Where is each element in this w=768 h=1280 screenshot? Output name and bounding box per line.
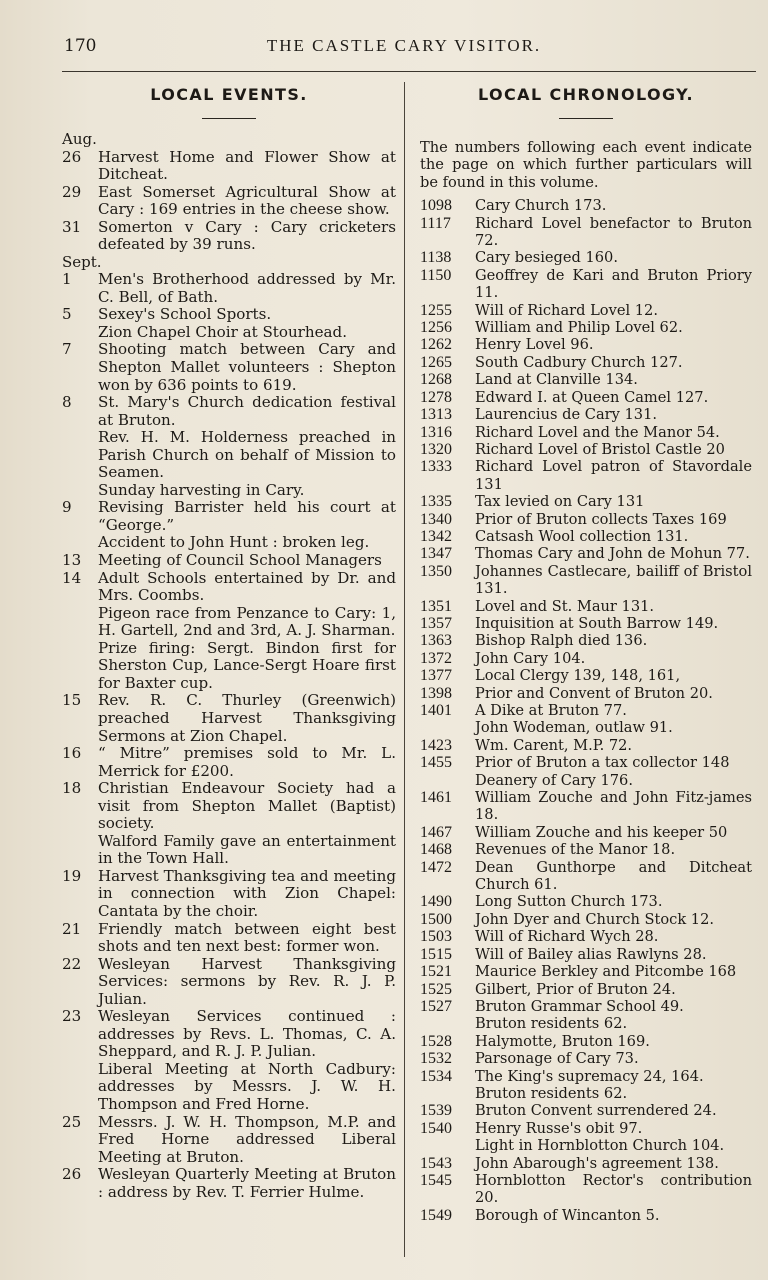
- chronology-text: [475, 1120, 752, 1155]
- chronology-entry: [420, 249, 752, 266]
- chronology-line: Henry Lovel 96.: [475, 336, 594, 354]
- chronology-year: 1098: [420, 197, 452, 215]
- chronology-entry: [420, 267, 752, 302]
- event-line: Meeting of Council School Managers: [98, 551, 382, 570]
- event-text: [98, 745, 396, 780]
- chronology-year: 1363: [420, 632, 452, 650]
- chronology-line: Inquisition at South Barrow 149.: [475, 614, 719, 632]
- event-line: St. Mary's Church dedication festival at Bruton.: [98, 393, 396, 429]
- chronology-year: 1313: [420, 406, 452, 424]
- events-list: [62, 131, 396, 1201]
- event-line: Sexey's School Sports.: [98, 305, 272, 324]
- chronology-line: Dean Gunthorpe and Ditcheat Church 61.: [475, 858, 752, 894]
- chronology-line: John Cary 104.: [475, 649, 586, 667]
- column-divider: [404, 82, 405, 1257]
- event-day: 25: [62, 1112, 82, 1131]
- chronology-entry: [420, 302, 752, 319]
- chronology-text: [475, 545, 752, 562]
- chronology-line: Halymotte, Bruton 169.: [475, 1032, 650, 1050]
- chronology-line: Borough of Wincanton 5.: [475, 1206, 660, 1224]
- chronology-year: 1401: [420, 702, 452, 719]
- chronology-entry: [420, 389, 752, 406]
- chronology-entry: [420, 1033, 752, 1050]
- chronology-entry: [420, 737, 752, 754]
- chronology-year: 1333: [420, 458, 452, 476]
- chronology-year: 1467: [420, 823, 452, 841]
- chronology-year: 1357: [420, 614, 452, 632]
- chronology-year: 1340: [420, 510, 452, 528]
- event-entry: [62, 1166, 396, 1201]
- chronology-line: Lovel and St. Maur 131.: [475, 597, 655, 615]
- chronology-text: [475, 1050, 752, 1067]
- chronology-line: Thomas Cary and John de Mohun 77.: [475, 545, 750, 563]
- chronology-line: Bruton residents 62.: [475, 1084, 628, 1102]
- chronology-text: [475, 458, 752, 493]
- chronology-line: Richard Lovel patron of Stavordale 131: [475, 458, 752, 493]
- chronology-text: [475, 441, 752, 458]
- chronology-text: [475, 267, 752, 302]
- chronology-year: 1461: [420, 789, 452, 807]
- chronology-line: Johannes Castlecare, bailiff of Bristol 131.: [475, 562, 752, 598]
- chronology-text: [475, 824, 752, 841]
- chronology-entry: [420, 215, 752, 250]
- chronology-line: Long Sutton Church 173.: [475, 893, 663, 911]
- chronology-text: [475, 371, 752, 388]
- event-entry: [62, 692, 396, 745]
- event-line: “ Mitre” premises sold to Mr. L. Merrick for £200.: [98, 744, 396, 780]
- chronology-line: Henry Russe's obit 97.: [475, 1119, 643, 1137]
- page-number: 170: [64, 36, 97, 56]
- event-text: [98, 868, 396, 921]
- event-entry: [62, 184, 396, 219]
- chronology-line: Deanery of Cary 176.: [475, 771, 633, 789]
- event-line: Harvest Home and Flower Show at Ditcheat.: [98, 147, 396, 184]
- chronology-text: [475, 1172, 752, 1207]
- chronology-text: [475, 702, 752, 737]
- chronology-text: [475, 981, 752, 998]
- chronology-line: Gilbert, Prior of Bruton 24.: [475, 980, 676, 998]
- chronology-entry: [420, 424, 752, 441]
- chronology-entry: [420, 528, 752, 545]
- event-line: Adult Schools entertained by Dr. and Mrs. Coombs.: [98, 568, 396, 605]
- chronology-entry: [420, 754, 752, 789]
- chronology-entry: [420, 545, 752, 562]
- chronology-text: [475, 215, 752, 250]
- chronology-text: [475, 650, 752, 667]
- chronology-text: [475, 911, 752, 928]
- chronology-year: 1320: [420, 440, 452, 458]
- chronology-text: [475, 598, 752, 615]
- chronology-line: Bruton Grammar School 49.: [475, 997, 684, 1015]
- chronology-entry: [420, 511, 752, 528]
- chronology-text: [475, 685, 752, 702]
- chronology-year: 1521: [420, 963, 452, 981]
- event-line: Shooting match between Cary and Shepton Mallet volunteers : Shepton won by 636 points to 619.: [98, 340, 396, 394]
- chronology-text: [475, 528, 752, 545]
- chronology-entry: [420, 406, 752, 423]
- chronology-line: Will of Bailey alias Rawlyns 28.: [475, 945, 707, 963]
- chronology-year: 1527: [420, 997, 452, 1015]
- month-label: Aug.: [62, 130, 97, 148]
- chronology-year: 1472: [420, 858, 452, 876]
- event-text: [98, 956, 396, 1009]
- chronology-entry: [420, 493, 752, 510]
- event-entry: [62, 1114, 396, 1167]
- event-day: 22: [62, 954, 82, 973]
- chronology-line: Edward I. at Queen Camel 127.: [475, 388, 709, 406]
- chronology-year: 1268: [420, 371, 452, 389]
- chronology-year: 1372: [420, 649, 452, 667]
- chronology-line: A Dike at Bruton 77.: [475, 702, 627, 719]
- chronology-line: William and Philip Lovel 62.: [475, 319, 683, 337]
- event-day: 16: [62, 744, 82, 763]
- event-day: 23: [62, 1007, 82, 1026]
- event-text: [98, 1114, 396, 1167]
- header-rule: [62, 71, 756, 72]
- event-entry: [62, 341, 396, 394]
- chronology-line: John Wodeman, outlaw 91.: [475, 719, 673, 737]
- chronology-line: Prior and Convent of Bruton 20.: [475, 684, 713, 702]
- heading-underline: [202, 118, 256, 119]
- chronology-entry: [420, 963, 752, 980]
- chronology-line: Hornblotton Rector's contribution 20.: [475, 1171, 752, 1207]
- event-day: 9: [62, 498, 72, 517]
- event-text: [98, 271, 396, 306]
- chronology-text: [475, 563, 752, 598]
- chronology-text: [475, 406, 752, 423]
- event-day: 31: [62, 217, 82, 236]
- chronology-year: 1468: [420, 841, 452, 859]
- chronology-year: 1515: [420, 945, 452, 963]
- chronology-line: John Dyer and Church Stock 12.: [475, 910, 715, 928]
- event-entry: [62, 219, 396, 254]
- chronology-line: Bruton Convent surrendered 24.: [475, 1102, 717, 1120]
- chronology-text: [475, 1068, 752, 1103]
- chronology-year: 1455: [420, 754, 452, 772]
- event-line: Messrs. J. W. H. Thompson, M.P. and Fred Horne addressed Liberal Meeting at Bruton.: [98, 1112, 396, 1166]
- event-line: Accident to John Hunt : broken leg.: [98, 533, 370, 552]
- chronology-entry: [420, 354, 752, 371]
- chronology-entry: [420, 685, 752, 702]
- chronology-year: 1377: [420, 667, 452, 685]
- event-entry: [62, 745, 396, 780]
- chronology-text: [475, 893, 752, 910]
- event-line: Rev. R. C. Thurley (Greenwich) preached Harvest Thanksgiving Sermons at Zion Chapel.: [98, 691, 396, 745]
- chronology-entry: [420, 859, 752, 894]
- event-text: [98, 499, 396, 552]
- event-text: [98, 552, 396, 570]
- chronology-entry: [420, 893, 752, 910]
- chronology-text: [475, 841, 752, 858]
- chronology-entry: [420, 841, 752, 858]
- chronology-text: [475, 754, 752, 789]
- event-day: 1: [62, 270, 72, 289]
- chronology-entry: [420, 458, 752, 493]
- chronology-year: 1545: [420, 1171, 452, 1189]
- event-line: Wesleyan Harvest Thanksgiving Services: sermons by Rev. R. J. P. Julian.: [98, 954, 396, 1008]
- chronology-entry: [420, 197, 752, 214]
- chronology-line: Bishop Ralph died 136.: [475, 632, 648, 650]
- event-entry: [62, 271, 396, 306]
- chronology-line: Wm. Carent, M.P. 72.: [475, 736, 633, 754]
- chronology-line: The King's supremacy 24, 164.: [475, 1067, 704, 1085]
- event-day: 21: [62, 919, 82, 938]
- chronology-year: 1150: [420, 266, 452, 284]
- chronology-text: [475, 1207, 752, 1224]
- chronology-year: 1528: [420, 1032, 452, 1050]
- chronology-entry: [420, 598, 752, 615]
- chronology-line: Richard Lovel of Bristol Castle 20: [475, 440, 725, 458]
- event-day: 13: [62, 551, 82, 570]
- chronology-year: 1423: [420, 736, 452, 754]
- chronology-text: [475, 859, 752, 894]
- chronology-line: Richard Lovel benefactor to Bruton 72.: [475, 214, 752, 250]
- chronology-line: Bruton residents 62.: [475, 1015, 628, 1033]
- event-line: Somerton v Cary : Cary cricketers defeated by 39 runs.: [98, 217, 396, 254]
- chronology-entry: [420, 1102, 752, 1119]
- chronology-entry: [420, 319, 752, 336]
- chronology-line: John Abarough's agreement 138.: [475, 1154, 719, 1172]
- chronology-text: [475, 789, 752, 824]
- chronology-text: [475, 737, 752, 754]
- chronology-text: [475, 928, 752, 945]
- chronology-text: [475, 197, 752, 214]
- event-entry: [62, 499, 396, 552]
- event-day: 26: [62, 147, 82, 166]
- event-text: [98, 1008, 396, 1113]
- event-text: [98, 780, 396, 868]
- event-entry: [62, 868, 396, 921]
- local-chronology-column: [420, 84, 752, 1224]
- chronology-line: Will of Richard Wych 28.: [475, 928, 659, 946]
- event-line: Zion Chapel Choir at Stourhead.: [98, 322, 348, 341]
- event-text: [98, 570, 396, 693]
- chronology-year: 1350: [420, 562, 452, 580]
- chronology-year: 1255: [420, 301, 452, 319]
- chronology-year: 1503: [420, 928, 452, 946]
- event-day: 19: [62, 866, 82, 885]
- chronology-year: 1351: [420, 597, 452, 615]
- chronology-entry: [420, 650, 752, 667]
- event-line: Harvest Thanksgiving tea and meeting in connection with Zion Chapel: Cantata by the choir.: [98, 866, 396, 920]
- chronology-line: Revenues of the Manor 18.: [475, 841, 676, 859]
- chronology-text: [475, 667, 752, 684]
- chronology-entry: [420, 1155, 752, 1172]
- event-day: 15: [62, 691, 82, 710]
- chronology-year: 1278: [420, 388, 452, 406]
- chronology-year: 1539: [420, 1102, 452, 1120]
- event-text: [98, 341, 396, 394]
- chronology-entry: [420, 615, 752, 632]
- running-head: THE CASTLE CARY VISITOR.: [266, 36, 542, 55]
- chronology-year: 1265: [420, 353, 452, 371]
- chronology-year: 1543: [420, 1154, 452, 1172]
- chronology-line: Will of Richard Lovel 12.: [475, 301, 658, 319]
- event-text: [98, 394, 396, 499]
- chronology-text: [475, 302, 752, 319]
- chronology-year: 1398: [420, 684, 452, 702]
- chronology-text: [475, 249, 752, 266]
- chronology-entry: [420, 998, 752, 1033]
- event-text: [98, 184, 396, 219]
- chronology-text: [475, 424, 752, 441]
- chronology-entry: [420, 667, 752, 684]
- chronology-year: 1532: [420, 1050, 452, 1068]
- chronology-line: Prior of Bruton a tax collector 148: [475, 754, 730, 772]
- local-events-column: [62, 84, 396, 1201]
- chronology-year: 1262: [420, 336, 452, 354]
- event-line: Liberal Meeting at North Cadbury: addresses by Messrs. J. W. H. Thompson and Fred Horne.: [98, 1059, 396, 1113]
- chronology-entry: [420, 1172, 752, 1207]
- chronology-year: 1347: [420, 545, 452, 563]
- event-line: Walford Family gave an entertainment in the Town Hall.: [98, 831, 396, 868]
- event-text: [98, 306, 396, 341]
- local-events-heading: LOCAL EVENTS.: [150, 85, 308, 104]
- event-line: Prize firing: Sergt. Bindon first for Sherston Cup, Lance-Sergt Hoare first for Baxter cup.: [98, 638, 396, 692]
- event-line: Revising Barrister held his court at “George.”: [98, 498, 396, 534]
- chronology-line: Tax levied on Cary 131: [475, 493, 645, 511]
- month-label: Sept.: [62, 252, 102, 271]
- chronology-line: South Cadbury Church 127.: [475, 353, 683, 371]
- event-day: 5: [62, 305, 72, 324]
- event-entry: [62, 394, 396, 499]
- chronology-list: [420, 197, 752, 1224]
- chronology-year: 1256: [420, 319, 452, 337]
- event-text: [98, 149, 396, 184]
- chronology-text: [475, 1102, 752, 1119]
- event-entry: [62, 149, 396, 184]
- chronology-text: [475, 389, 752, 406]
- chronology-text: [475, 354, 752, 371]
- chronology-line: Land at Clanville 134.: [475, 371, 638, 389]
- chronology-intro: The numbers following each event indicate the page on which further particulars will be found in this volume.: [420, 139, 752, 191]
- event-line: Rev. H. M. Holderness preached in Parish Church on behalf of Mission to Seamen.: [98, 428, 396, 482]
- event-line: Wesleyan Quarterly Meeting at Bruton : address by Rev. T. Ferrier Hulme.: [98, 1165, 396, 1201]
- chronology-year: 1342: [420, 527, 452, 545]
- chronology-text: [475, 963, 752, 980]
- chronology-entry: [420, 911, 752, 928]
- chronology-text: [475, 998, 752, 1033]
- event-entry: [62, 570, 396, 693]
- chronology-line: Cary Church 173.: [475, 197, 607, 215]
- chronology-entry: [420, 632, 752, 649]
- event-text: [98, 692, 396, 745]
- event-line: East Somerset Agricultural Show at Cary : 169 entries in the cheese show.: [98, 182, 396, 219]
- event-line: Sunday harvesting in Cary.: [98, 480, 305, 499]
- event-entry: [62, 956, 396, 1009]
- chronology-entry: [420, 981, 752, 998]
- chronology-entry: [420, 928, 752, 945]
- event-line: Friendly match between eight best shots and ten next best: former won.: [98, 919, 396, 956]
- chronology-year: 1335: [420, 493, 452, 511]
- chronology-line: Laurencius de Cary 131.: [475, 406, 658, 424]
- chronology-entry: [420, 1120, 752, 1155]
- event-line: Men's Brotherhood addressed by Mr. C. Bell, of Bath.: [98, 270, 396, 306]
- event-entry: [62, 552, 396, 570]
- chronology-text: [475, 1155, 752, 1172]
- chronology-line: Light in Hornblotton Church 104.: [475, 1137, 725, 1155]
- chronology-entry: [420, 1207, 752, 1224]
- local-chronology-heading: LOCAL CHRONOLOGY.: [478, 85, 694, 104]
- chronology-entry: [420, 1068, 752, 1103]
- heading-underline: [559, 118, 613, 119]
- chronology-line: Prior of Bruton collects Taxes 169: [475, 510, 727, 528]
- chronology-entry: [420, 441, 752, 458]
- chronology-year: 1549: [420, 1206, 452, 1224]
- chronology-line: Maurice Berkley and Pitcombe 168: [475, 963, 737, 981]
- chronology-entry: [420, 336, 752, 353]
- chronology-entry: [420, 371, 752, 388]
- chronology-year: 1525: [420, 980, 452, 998]
- chronology-line: William Zouche and his keeper 50: [475, 823, 728, 841]
- event-line: Christian Endeavour Society had a visit from Shepton Mallet (Baptist) society.: [98, 779, 396, 833]
- event-entry: [62, 306, 396, 341]
- chronology-line: Local Clergy 139, 148, 161,: [475, 667, 681, 685]
- chronology-year: 1117: [420, 214, 451, 232]
- chronology-year: 1490: [420, 893, 452, 911]
- chronology-line: Cary besieged 160.: [475, 249, 618, 267]
- chronology-entry: [420, 946, 752, 963]
- chronology-text: [475, 946, 752, 963]
- chronology-entry: [420, 1050, 752, 1067]
- chronology-entry: [420, 789, 752, 824]
- event-day: 14: [62, 568, 82, 587]
- chronology-line: Geoffrey de Kari and Bruton Priory 11.: [475, 266, 752, 302]
- chronology-line: William Zouche and John Fitz-james 18.: [475, 789, 752, 824]
- chronology-entry: [420, 824, 752, 841]
- event-text: [98, 219, 396, 254]
- chronology-year: 1534: [420, 1067, 452, 1085]
- event-entry: [62, 921, 396, 956]
- chronology-year: 1540: [420, 1119, 452, 1137]
- chronology-text: [475, 319, 752, 336]
- event-text: [98, 1166, 396, 1201]
- event-day: 29: [62, 182, 82, 201]
- event-entry: [62, 1008, 396, 1113]
- chronology-year: 1500: [420, 910, 452, 928]
- chronology-text: [475, 1033, 752, 1050]
- event-entry: [62, 780, 396, 868]
- chronology-text: [475, 336, 752, 353]
- chronology-entry: [420, 563, 752, 598]
- chronology-text: [475, 615, 752, 632]
- event-day: 8: [62, 393, 72, 412]
- chronology-line: Richard Lovel and the Manor 54.: [475, 423, 720, 441]
- event-line: Pigeon race from Penzance to Cary: 1, H. Gartell, 2nd and 3rd, A. J. Sharman.: [98, 603, 396, 640]
- event-line: Wesleyan Services continued : addresses by Revs. L. Thomas, C. A. Sheppard, and R. J. P. Julian.: [98, 1007, 396, 1061]
- chronology-entry: [420, 702, 752, 737]
- chronology-year: 1138: [420, 249, 452, 267]
- chronology-text: [475, 493, 752, 510]
- chronology-line: Parsonage of Cary 73.: [475, 1050, 639, 1068]
- chronology-text: [475, 632, 752, 649]
- chronology-line: Catsash Wool collection 131.: [475, 527, 689, 545]
- event-day: 7: [62, 340, 72, 359]
- event-day: 26: [62, 1165, 82, 1184]
- event-day: 18: [62, 779, 82, 798]
- chronology-text: [475, 511, 752, 528]
- event-text: [98, 921, 396, 956]
- chronology-year: 1316: [420, 423, 452, 441]
